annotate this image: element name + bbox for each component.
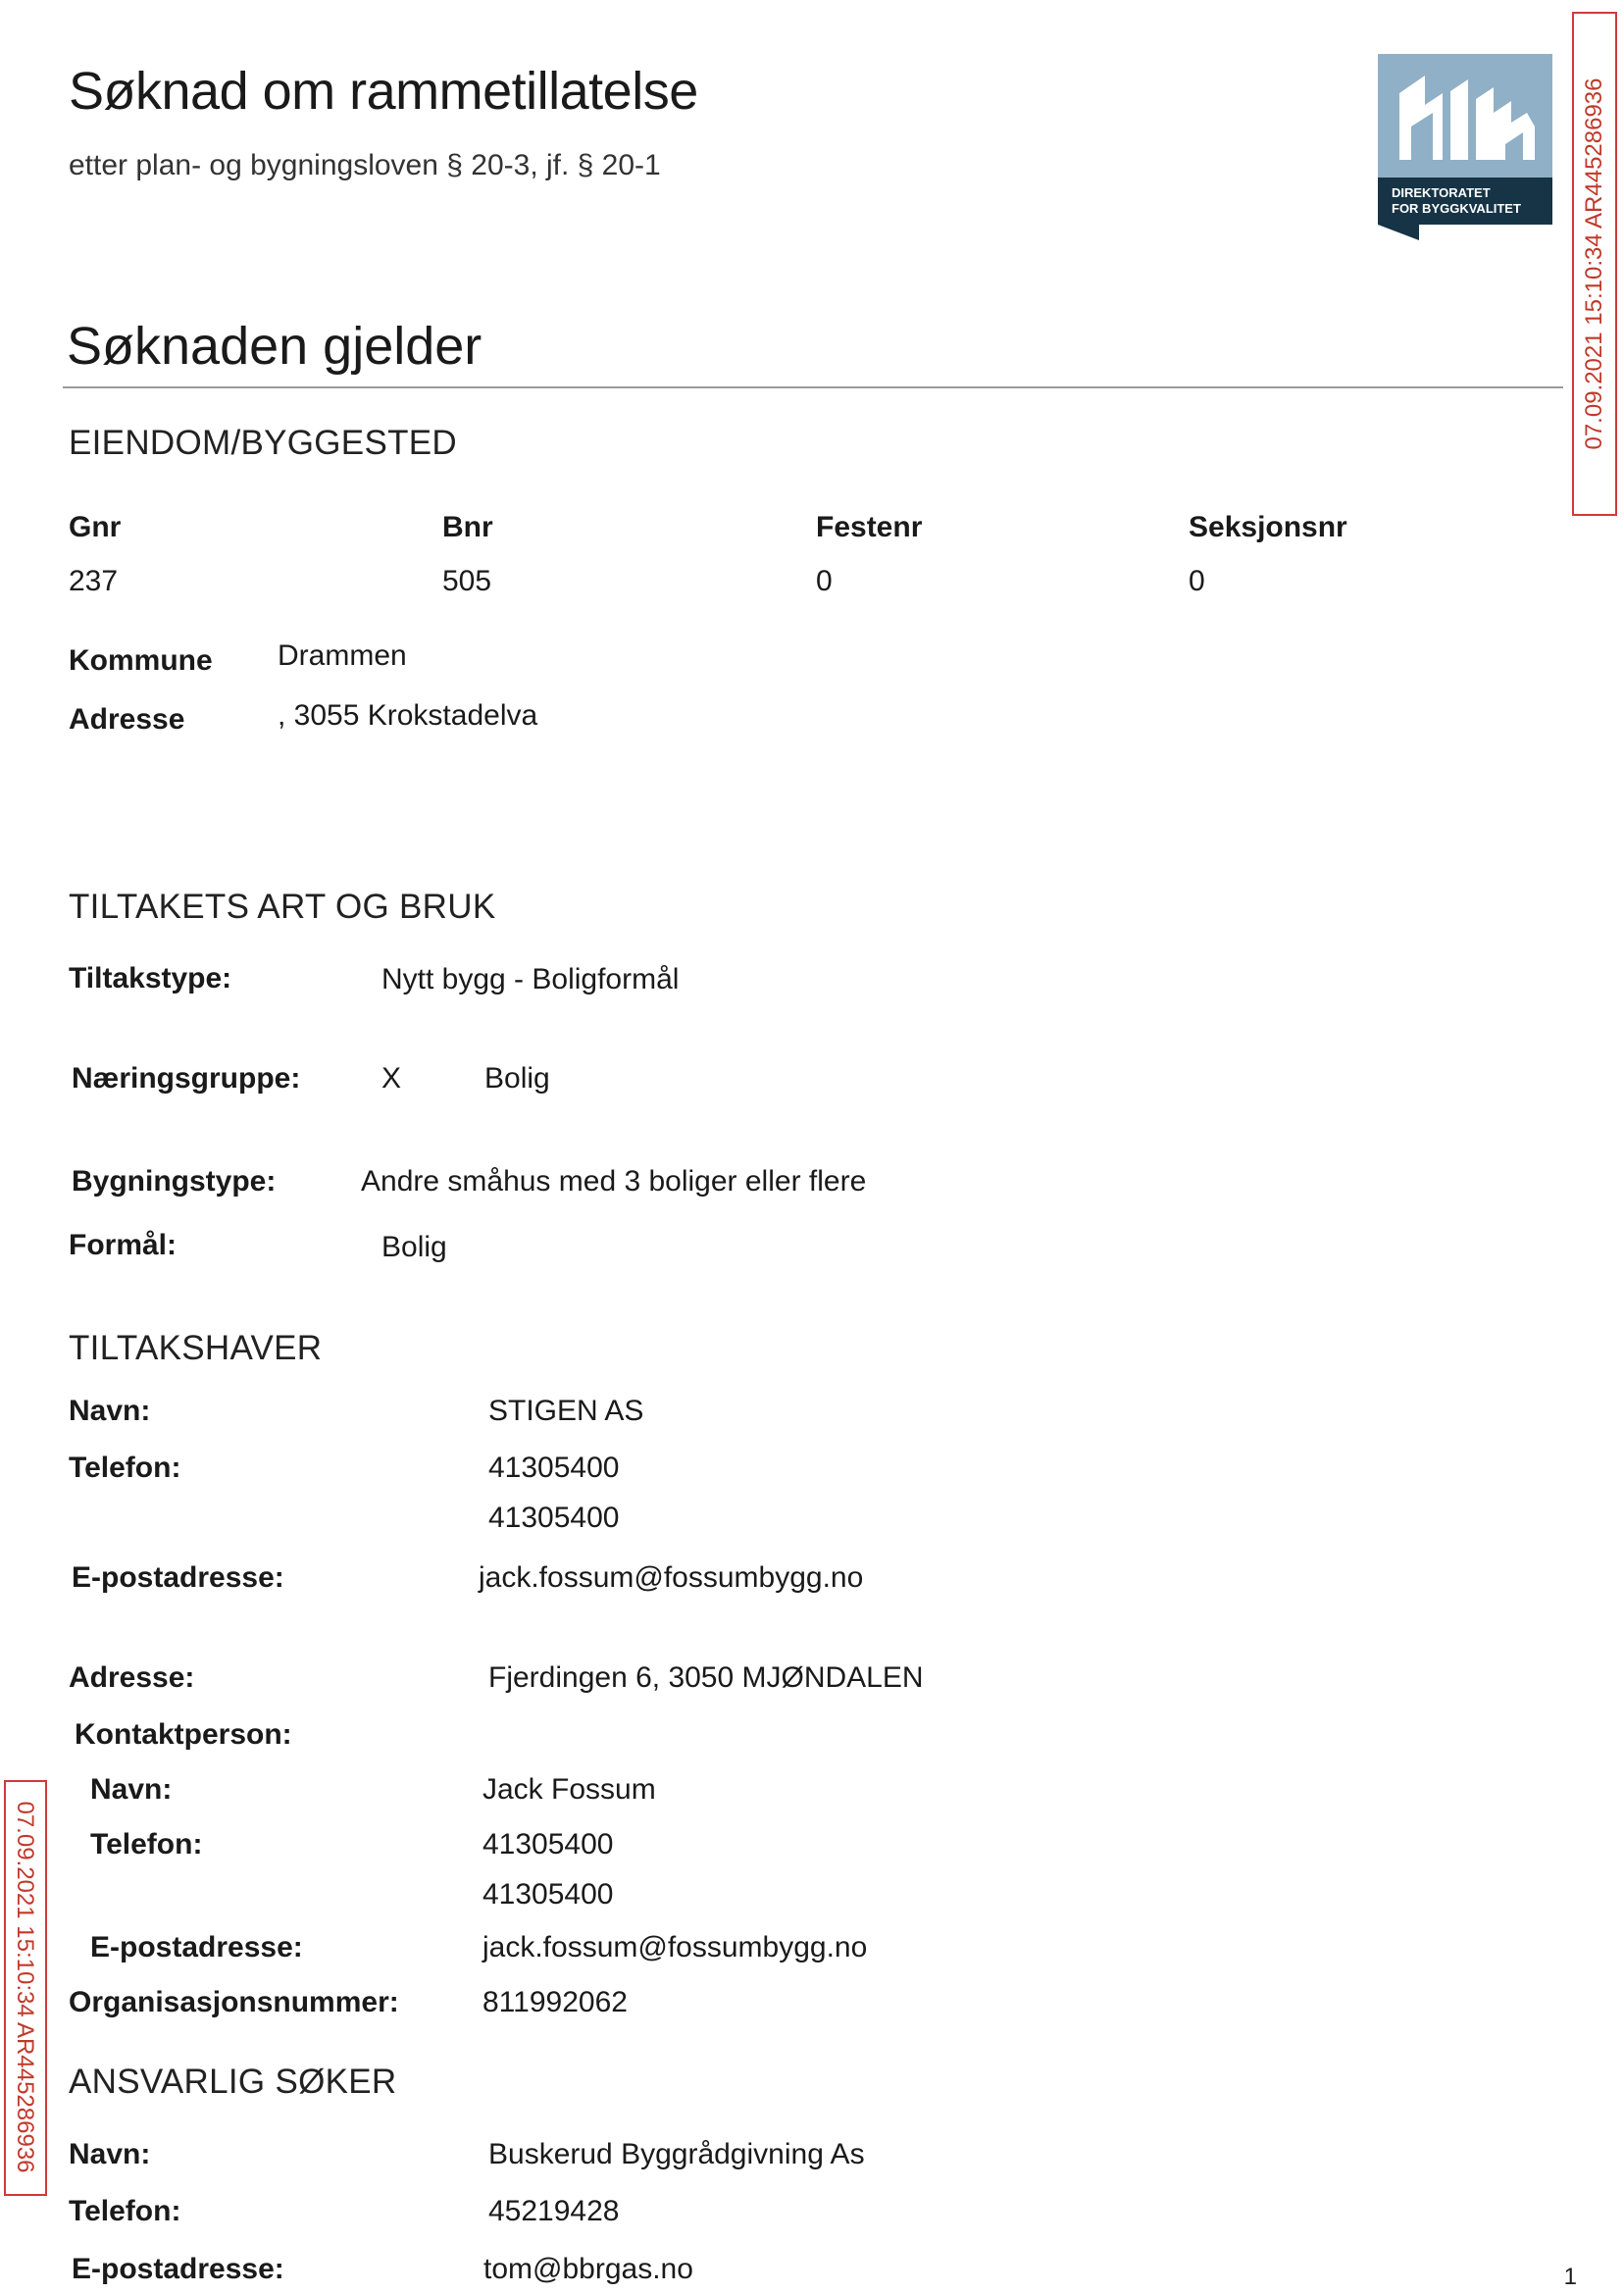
festenr-value: 0 (816, 565, 833, 597)
owner-navn-label: Navn: (69, 1395, 151, 1427)
applicant-navn-value: Buskerud Byggrådgivning As (488, 2138, 865, 2170)
owner-epost-label: E-postadresse: (72, 1561, 284, 1594)
naeringsgruppe-label: Næringsgruppe: (72, 1062, 301, 1095)
kommune-value: Drammen (278, 639, 407, 672)
owner-epost-value: jack.fossum@fossumbygg.no (479, 1561, 864, 1594)
applicant-telefon-label: Telefon: (69, 2195, 181, 2227)
tiltakstype-label: Tiltakstype: (69, 962, 232, 994)
kommune-label: Kommune (69, 644, 213, 677)
contact-telefon-value-2: 41305400 (482, 1878, 614, 1911)
contact-epost-value: jack.fossum@fossumbygg.no (482, 1931, 868, 1963)
stamp-text: 07.09.2021 15:10:34 AR445286936 (12, 1801, 38, 2173)
bygningstype-label: Bygningstype: (72, 1165, 277, 1198)
applicant-telefon-value: 45219428 (488, 2195, 620, 2227)
gnr-value: 237 (69, 565, 119, 597)
festenr-label: Festenr (816, 511, 923, 543)
owner-section-title: TILTAKSHAVER (69, 1329, 323, 1367)
contact-navn-label: Navn: (90, 1773, 173, 1806)
logo-text-line2: FOR BYGGKVALITET (1392, 201, 1521, 216)
gnr-label: Gnr (69, 511, 122, 543)
owner-navn-value: STIGEN AS (488, 1395, 644, 1427)
applies-heading: Søknaden gjelder (67, 317, 482, 376)
dibk-logo-icon (1378, 54, 1552, 240)
bnr-value: 505 (442, 565, 492, 597)
bygningstype-value: Andre småhus med 3 boliger eller flere (361, 1165, 867, 1198)
formal-value: Bolig (381, 1231, 447, 1263)
heading-divider (63, 386, 1563, 388)
page-number: 1 (1563, 2264, 1577, 2290)
seksjonsnr-value: 0 (1189, 565, 1205, 597)
adresse-label: Adresse (69, 703, 185, 736)
formal-label: Formål: (69, 1229, 178, 1261)
measure-section-title: TILTAKETS ART OG BRUK (69, 888, 496, 926)
applicant-section-title: ANSVARLIG SØKER (69, 2063, 397, 2101)
naeringsgruppe-code: X (381, 1062, 402, 1095)
contact-navn-value: Jack Fossum (482, 1773, 656, 1806)
orgnr-label: Organisasjonsnummer: (69, 1986, 399, 2018)
owner-telefon-value-1: 41305400 (488, 1452, 620, 1484)
applicant-epost-label: E-postadresse: (72, 2253, 284, 2285)
property-section-title: EIENDOM/BYGGESTED (69, 424, 457, 462)
owner-adresse-label: Adresse: (69, 1661, 195, 1694)
owner-kontakt-label: Kontaktperson: (75, 1718, 292, 1751)
tiltakstype-value: Nytt bygg - Boligformål (381, 963, 680, 995)
logo-text-line1: DIREKTORATET (1392, 185, 1491, 200)
document-subtitle: etter plan- og bygningsloven § 20-3, jf. § 20-1 (69, 149, 661, 181)
seksjonsnr-label: Seksjonsnr (1189, 511, 1347, 543)
bnr-label: Bnr (442, 511, 493, 543)
dibk-logo (1378, 54, 1552, 240)
applicant-navn-label: Navn: (69, 2138, 151, 2170)
document-stamp-top (1572, 12, 1617, 516)
contact-telefon-value-1: 41305400 (482, 1828, 614, 1861)
adresse-value: , 3055 Krokstadelva (278, 699, 538, 732)
applicant-epost-value: tom@bbrgas.no (483, 2253, 693, 2285)
naeringsgruppe-value: Bolig (484, 1062, 550, 1095)
orgnr-value: 811992062 (482, 1986, 628, 2018)
contact-epost-label: E-postadresse: (90, 1931, 303, 1963)
document-stamp-bottom (4, 1780, 47, 2196)
owner-adresse-value: Fjerdingen 6, 3050 MJØNDALEN (488, 1661, 924, 1694)
owner-telefon-value-2: 41305400 (488, 1502, 620, 1534)
owner-telefon-label: Telefon: (69, 1452, 181, 1484)
stamp-text: 07.09.2021 15:10:34 AR445286936 (1581, 77, 1607, 450)
document-title: Søknad om rammetillatelse (69, 62, 698, 121)
contact-telefon-label: Telefon: (90, 1828, 203, 1861)
